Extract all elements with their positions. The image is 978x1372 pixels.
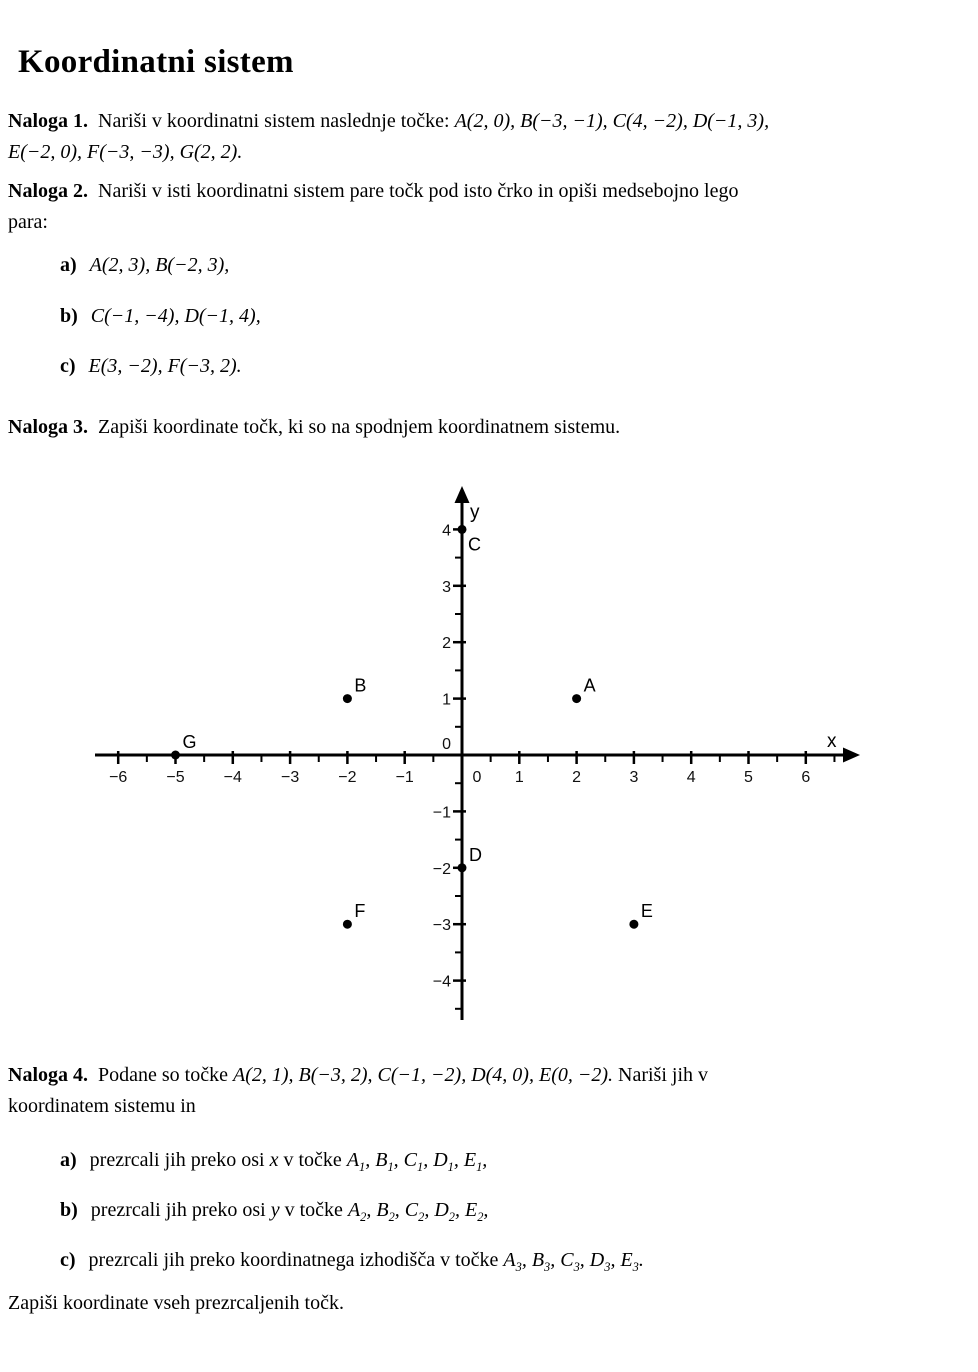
task-4-intro: Podane so točke — [98, 1064, 228, 1086]
task-2-item-a — [60, 252, 229, 278]
task-2-item-c — [60, 353, 242, 379]
task-4-item-a — [60, 1147, 487, 1173]
item-marker: a) — [60, 1149, 77, 1171]
task-3 — [8, 412, 974, 443]
tick-label-x-1: 1 — [514, 769, 524, 786]
item-points: C(−1, −4), D(−1, 4), — [90, 305, 261, 327]
item-text: prezrcali jih preko koordinatnega izhodišča v točke — [88, 1249, 504, 1271]
axis-x-arrow — [843, 748, 860, 763]
item-points: $A_3$, $B_3$, $C_3$, $D_3$, $E_3$. — [503, 1249, 644, 1274]
axis-label-y: y — [470, 502, 480, 523]
tick-label-x--2: −2 — [338, 769, 357, 786]
tick-label-x--4: −4 — [223, 769, 242, 786]
tick-label-y--1: −1 — [432, 804, 451, 822]
task-2-intro-cont: para: — [8, 211, 48, 233]
point-dot-E — [629, 920, 638, 929]
point-dot-A — [572, 694, 581, 703]
point-dot-F — [343, 920, 352, 929]
point-dot-C — [458, 525, 467, 534]
tick-label-y--4: −4 — [432, 973, 451, 991]
task-4-label: Naloga 4. — [8, 1064, 88, 1086]
point-label-G: G — [182, 732, 197, 752]
tick-label-x--3: −3 — [280, 769, 300, 786]
task-2-item-b — [60, 303, 261, 329]
axis-y-arrow — [455, 486, 470, 503]
task-4-points: A(2, 1), B(−3, 2), C(−1, −2), D(4, 0), E(0, −2). — [232, 1064, 614, 1086]
point-label-E: E — [640, 901, 653, 922]
item-text: prezrcali jih preko osi — [90, 1199, 271, 1221]
tick-label-y-4: 4 — [442, 522, 451, 540]
task-3-intro: Zapiši koordinate točk, ki so na spodnjem koordinatnem sistemu. — [98, 416, 621, 438]
item-text: prezrcali jih preko osi — [89, 1149, 270, 1171]
tick-label-x-2: 2 — [572, 769, 582, 786]
item-marker: c) — [60, 355, 76, 377]
tick-label-x-5: 5 — [744, 769, 753, 786]
task-2 — [8, 176, 974, 238]
item-var: x — [269, 1149, 279, 1171]
item-marker: b) — [60, 1199, 78, 1221]
task-4 — [8, 1060, 974, 1122]
point-label-C: C — [468, 534, 481, 555]
point-dot-D — [458, 863, 467, 872]
point-label-D: D — [469, 844, 482, 865]
item-points: E(3, −2), F(−3, 2). — [88, 355, 242, 377]
task-4-item-b — [60, 1197, 488, 1223]
axis-label-x: x — [827, 731, 837, 752]
point-label-B: B — [354, 675, 367, 696]
point-label-A: A — [583, 675, 596, 696]
item-text-mid: v točke — [278, 1149, 347, 1171]
tick-label-y-0: 0 — [442, 736, 451, 753]
tick-label-y-2: 2 — [442, 635, 451, 653]
task-1-intro: Nariši v koordinatni sistem naslednje točke: — [98, 110, 450, 132]
tick-label-x--1: −1 — [395, 769, 414, 786]
item-points: $A_1$, $B_1$, $C_1$, $D_1$, $E_1$, — [346, 1149, 488, 1174]
item-marker: b) — [60, 305, 78, 327]
item-points: $A_2$, $B_2$, $C_2$, $D_2$, $E_2$, — [347, 1199, 489, 1224]
task-2-intro: Nariši v isti koordinatni sistem pare točk pod isto črko in opiši medsebojno lego — [98, 180, 739, 202]
tick-label-y-3: 3 — [442, 578, 451, 596]
tick-label-x-0: 0 — [472, 769, 482, 786]
task-3-label: Naloga 3. — [8, 416, 88, 438]
item-marker: c) — [60, 1249, 76, 1271]
task-4-item-c — [60, 1247, 644, 1273]
tick-label-y--2: −2 — [432, 860, 451, 878]
tick-label-x-3: 3 — [629, 769, 639, 786]
task-1-points-line2: E(−2, 0), F(−3, −3), G(2, 2). — [8, 141, 243, 163]
tick-label-y-1: 1 — [442, 691, 451, 709]
page-title: Koordinatni sistem — [18, 44, 294, 80]
coordinate-system — [90, 483, 870, 1028]
point-dot-B — [343, 694, 352, 703]
tick-label-x-4: 4 — [686, 769, 696, 786]
point-label-F: F — [354, 901, 366, 922]
item-text-mid: v točke — [279, 1199, 348, 1221]
task-1 — [8, 106, 974, 168]
tick-label-x--6: −6 — [109, 769, 128, 786]
item-var: y — [270, 1199, 280, 1221]
task-1-label: Naloga 1. — [8, 110, 88, 132]
tick-label-x--5: −5 — [166, 769, 185, 786]
tick-label-y--3: −3 — [432, 917, 451, 935]
task-4-outro: Nariši jih v — [618, 1064, 709, 1086]
task-2-label: Naloga 2. — [8, 180, 88, 202]
item-points: A(2, 3), B(−2, 3), — [89, 254, 230, 276]
tick-label-x-6: 6 — [801, 769, 811, 786]
task-1-points-line1: A(2, 0), B(−3, −1), C(4, −2), D(−1, 3), — [454, 110, 770, 132]
closing-note: Zapiši koordinate vseh prezrcaljenih točk. — [8, 1292, 344, 1314]
item-marker: a) — [60, 254, 77, 276]
task-4-outro-cont: koordinatem sistemu in — [8, 1095, 196, 1117]
point-dot-G — [171, 751, 180, 760]
